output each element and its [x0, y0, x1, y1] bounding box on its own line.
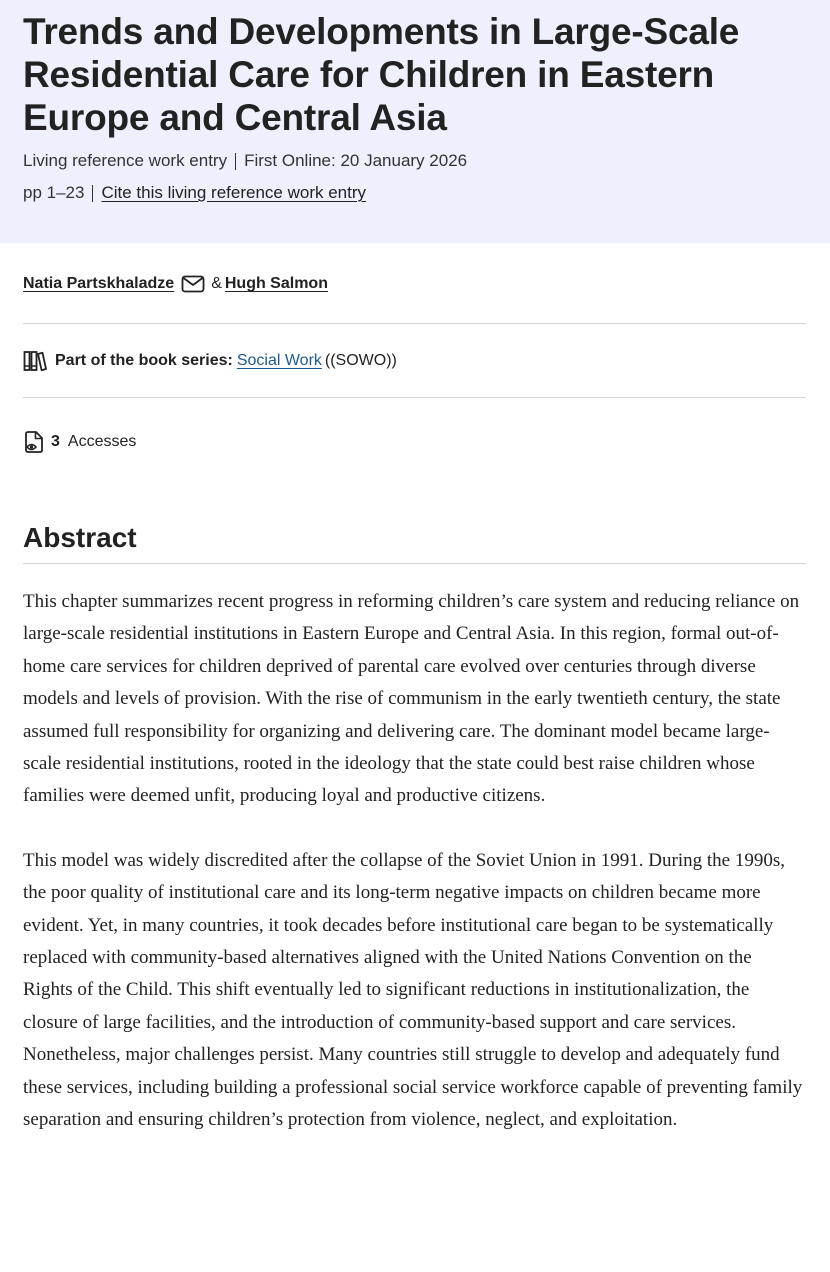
books-icon — [23, 350, 47, 372]
access-label: Accesses — [67, 433, 137, 450]
article-header — [0, 0, 830, 243]
access-count: 3 — [51, 433, 60, 450]
author-link-partskhaladze[interactable]: Natia Partskhaladze — [23, 275, 175, 292]
article-content — [0, 273, 830, 1137]
pages-meta — [23, 182, 807, 204]
abstract-section — [23, 520, 806, 1137]
series-link[interactable]: Social Work — [236, 351, 322, 369]
meta-separator — [235, 153, 236, 170]
mail-icon[interactable] — [181, 274, 205, 294]
abstract-paragraph: This chapter summarizes recent progress in reforming children’s care system and reducing reliance on large-scale residential institutions in Eastern Europe and Central Asia. In this region, formal out-of-home care services for children deprived of parental care evolved over centuries through diverse models and levels of provision. With the rise of communism in the early twentieth century, the state assumed full responsibility for organizing and delivering care. The dominant model became large-scale residential institutions, rooted in the ideology that the state could best raise children whose families were deemed unfit, producing loyal and productive citizens. — [23, 591, 800, 807]
accesses-icon — [23, 430, 45, 454]
author-connector: & — [211, 275, 222, 292]
entry-type: Living reference work entry — [23, 151, 228, 170]
author-list — [23, 273, 806, 295]
page-range: pp 1–23 — [23, 183, 85, 202]
series-code: ((SOWO)) — [324, 351, 397, 369]
author-link-salmon[interactable]: Hugh Salmon — [224, 275, 328, 292]
access-metrics — [23, 398, 806, 486]
page-title: Trends and Developments in Large-Scale Residential Care for Children in Eastern Europe and Central Asia — [23, 11, 740, 138]
cite-link[interactable]: Cite this living reference work entry — [101, 183, 366, 202]
first-online-date: First Online: 20 January 2026 — [244, 151, 468, 170]
series-label: Part of the book series: — [55, 351, 233, 369]
abstract-paragraph: This model was widely discredited after the collapse of the Soviet Union in 1991. During the 1990s, the poor quality of institutional care and its long-term negative impacts on children became more evident. Yet, in many countries, it took decades before institutional care began to be systematically replaced with community-based alternatives aligned with the United Nations Convention on the Rights of the Child. This shift eventually led to significant reductions in institutionalization, the closure of large facilities, and the introduction of community-based support and care services. Nonetheless, major challenges persist. Many countries still struggle to develop and adequately fund these services, including building a professional social service workforce capable of preventing family separation and ensuring children’s protection from violence, neglect, and exploitation. — [23, 849, 803, 1131]
book-series — [23, 324, 806, 397]
entry-meta — [23, 150, 807, 172]
abstract-heading: Abstract — [23, 520, 806, 564]
meta-separator — [92, 185, 93, 202]
